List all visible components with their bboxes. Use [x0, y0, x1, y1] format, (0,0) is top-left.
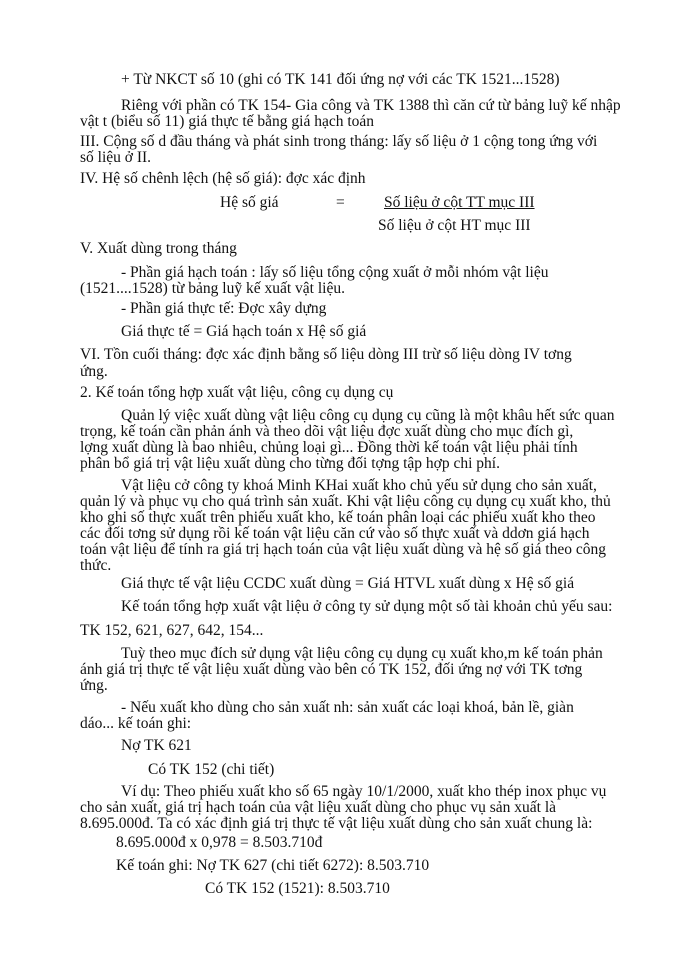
text-line: III. Cộng số d đầu tháng và phát sinh trong tháng: lấy số liệu ở 1 cộng tong ứng với	[80, 133, 598, 150]
formula-label: Hệ số giá	[220, 194, 279, 211]
section-heading: 2. Kế toán tổng hợp xuất vật liệu, công cụ dụng cụ	[80, 384, 394, 401]
text-line: Ví dụ: Theo phiếu xuất kho số 65 ngày 10/1/2000, xuất kho thép inox phục vụ	[121, 783, 607, 800]
journal-credit: Có TK 152 (1521): 8.503.710	[205, 880, 390, 897]
text-line: kho ghi số thực xuất trên phiếu xuất kho, kế toán phân loại các phiếu xuất kho theo	[80, 509, 596, 526]
text-line: - Nếu xuất kho dùng cho sản xuất nh: sản xuất các loại khoá, bản lề, giàn	[121, 699, 574, 716]
text-line: toán vật liệu để tính ra giá trị hạch toán của vật liệu xuất dùng và hệ số giá theo công	[80, 541, 606, 558]
text-line: số liệu ở II.	[80, 149, 152, 166]
text-line: trọng, kế toán cần phản ánh và theo dõi vật liệu đợc xuất dùng cho mục đích gì,	[80, 423, 574, 440]
text-line: TK 152, 621, 627, 642, 154...	[80, 622, 264, 639]
text-line: lợng xuất dùng là bao nhiêu, chủng loại gì... Đồng thời kế toán vật liệu phải tính	[80, 439, 578, 456]
text-line: các đối tơng sử dụng rồi kế toán vật liệu căn cứ vào số thực xuất và ddơn giá hạch	[80, 525, 590, 542]
text-line: vật t (biểu số 11) giá thực tế bằng giá hạch toán	[80, 113, 375, 130]
journal-credit: Có TK 152 (chi tiết)	[148, 761, 275, 778]
text-line: Kế toán tổng hợp xuất vật liệu ở công ty sử dụng một số tài khoản chủ yếu sau:	[121, 598, 613, 615]
formula-numerator: Số liệu ở cột TT mục III	[384, 194, 535, 211]
section-heading: V. Xuất dùng trong tháng	[80, 240, 237, 257]
text-line: (1521....1528) từ bảng luỹ kế xuất vật liệu.	[80, 280, 345, 297]
section-heading: IV. Hệ số chênh lệch (hệ số giá): đợc xác định	[80, 170, 366, 187]
text-line: quản lý và phục vụ cho quá trình sản xuất. Khi vật liệu công cụ dụng cụ xuất kho, thủ	[80, 493, 611, 510]
section-heading: VI. Tồn cuối tháng: đợc xác định bằng số liệu dòng III trừ số liệu dòng IV tơng	[80, 346, 572, 363]
text-line: 8.695.000đ. Ta có xác định giá trị thực tế vật liệu xuất dùng cho sản xuất chung là:	[80, 815, 593, 832]
text-line: ứng.	[80, 677, 108, 694]
formula-equals: =	[336, 194, 345, 211]
formula-line: Giá thực tế = Giá hạch toán x Hệ số giá	[121, 323, 367, 340]
text-line: + Từ NKCT số 10 (ghi có TK 141 đối ứng nợ với các TK 1521...1528)	[121, 71, 560, 88]
text-line: Riêng với phần có TK 154- Gia công và TK 1388 thì căn cứ từ bảng luỹ kế nhập	[121, 97, 621, 114]
text-line: Quản lý việc xuất dùng vật liệu công cụ dụng cụ cũng là một khâu hết sức quan	[121, 407, 615, 424]
text-line: - Phần giá thực tế: Đợc xây dựng	[121, 300, 327, 317]
formula-denominator: Số liệu ở cột HT mục III	[378, 217, 531, 234]
text-line: thức.	[80, 557, 112, 574]
text-line: Vật liệu cở công ty khoá Minh KHai xuất kho chủ yếu sử dụng cho sản xuất,	[121, 477, 597, 494]
journal-debit: Nợ TK 621	[121, 737, 192, 754]
calculation-line: 8.695.000đ x 0,978 = 8.503.710đ	[116, 834, 323, 851]
text-line: Tuỳ theo mục đích sử dụng vật liệu công cụ dụng cụ xuất kho,m kế toán phản	[121, 645, 603, 662]
text-line: dáo... kế toán ghi:	[80, 715, 192, 732]
text-line: cho sản xuất, giá trị hạch toán của vật liệu xuất dùng cho phục vụ sản xuất là	[80, 799, 557, 816]
text-line: ánh giá trị thực tế vật liệu xuất dùng vào bên có TK 152, đối ứng nợ với TK tơng	[80, 661, 583, 678]
formula-line: Giá thực tế vật liệu CCDC xuất dùng = Giá HTVL xuất dùng x Hệ số giá	[121, 575, 575, 592]
text-line: ứng.	[80, 363, 108, 380]
journal-debit: Kế toán ghi: Nợ TK 627 (chi tiết 6272): 8.503.710	[116, 857, 430, 874]
text-line: phân bổ giá trị vật liệu xuất dùng cho từng đối tợng tập hợp chi phí.	[80, 455, 500, 472]
text-line: - Phần giá hạch toán : lấy số liệu tổng cộng xuất ở mỗi nhóm vật liệu	[121, 264, 549, 281]
